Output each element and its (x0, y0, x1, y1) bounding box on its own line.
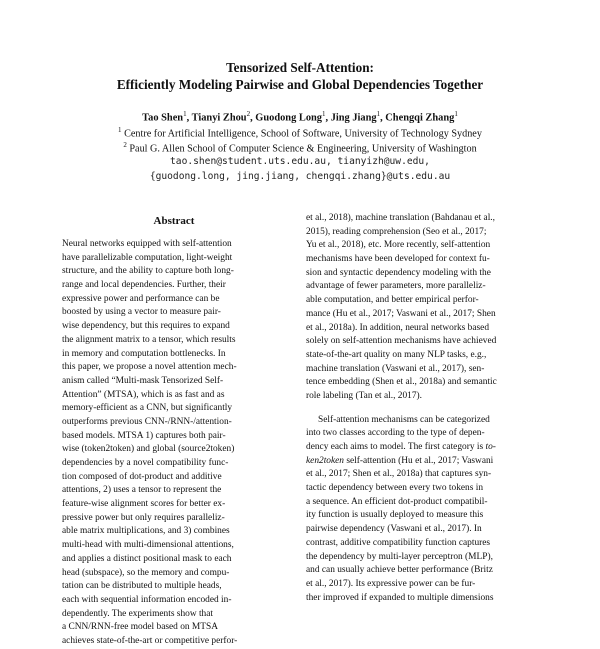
text-line (306, 455, 538, 469)
affiliation-1 (0, 126, 600, 139)
text-line: tation can be distributed to multiple heads, (62, 581, 222, 592)
text-line: wise dependency, but this requires to expand (62, 321, 230, 332)
text-line: attentions, 2) uses a tensor to represent the (62, 485, 222, 496)
paper-title-line-2: Efficiently Modeling Pairwise and Global Dependencies Together (116, 77, 484, 92)
text-line: wise (token2token) and global (source2token) (62, 444, 235, 455)
text-line: based models. MTSA 1) captures both pair- (62, 430, 226, 441)
text-line: head (subspace), so the memory and compu- (62, 567, 230, 578)
text-line: each with sequential information encoded in- (62, 594, 232, 605)
text-line: Neural networks equipped with self-attention (62, 239, 232, 249)
text-line: 2015), reading comprehension (Seo et al., 2017; (306, 226, 487, 237)
text-line: pressive power but only requires paralleliz- (62, 512, 225, 523)
author-name: Jing Jiang (330, 112, 377, 124)
text-line: into two classes according to the type of depen- (306, 428, 485, 439)
introduction-body (306, 212, 538, 605)
author-list: Tao Shen$^1$, Tianyi Zhou$^2$, Guodong Long$^1$, Jing Jiang$^1$, Chengqi Zhang$^1$ (142, 110, 458, 124)
author-name: Chengqi Zhang (385, 112, 455, 124)
affiliation-number: 2 (123, 141, 127, 149)
text-line: memory-efficient as a CNN, but significantly (62, 403, 233, 414)
text-line: achieves state-of-the-art or competitive perfor- (62, 635, 238, 646)
text-line: in memory and computation bottlenecks. In (62, 348, 226, 359)
text-fragment: self-attention (Hu et al., 2017; Vaswani (344, 455, 494, 466)
text-line: this paper, we propose a novel attention mech- (62, 362, 237, 373)
paper-title-line-1: Tensorized Self-Attention: (226, 60, 374, 75)
text-line: mechanisms have been developed for context fu- (306, 254, 490, 265)
text-line: dependently. The experiments show that (62, 608, 214, 619)
italic-term: to- (485, 442, 496, 452)
text-line: have parallelizable computation, light-weight (62, 252, 233, 263)
text-line: outperforms previous CNN-/RNN-/attention- (62, 416, 232, 427)
email-line-2: {guodong.long, jing.jiang, chengqi.zhang}@uts.edu.au (149, 171, 451, 182)
text-line: role labeling (Tan et al., 2017). (306, 390, 422, 401)
email-line-1: tao.shen@student.uts.edu.au, tianyizh@uw.edu, (170, 156, 430, 167)
author-affiliation-mark: 1 (183, 110, 187, 118)
text-line: dependencies by a novel compatibility func- (62, 458, 229, 468)
text-line: Attention” (MTSA), which is as fast and as (62, 389, 225, 400)
affiliation-text: Paul G. Allen School of Computer Science & Engineering, University of Washington (129, 143, 477, 155)
text-line: mance (Hu et al., 2017; Vaswani et al., 2017; Shen (306, 308, 496, 319)
text-line: machine translation (Vaswani et al., 2017), sen- (306, 363, 485, 374)
text-line: et al., 2018a). In addition, neural networks based (306, 322, 490, 333)
text-line: able matrix multiplications, and 3) combines (62, 526, 230, 537)
text-line: et al., 2018), machine translation (Bahdanau et al., (306, 213, 495, 223)
text-line: et al., 2017; Shen et al., 2018a) that captures syn- (306, 469, 492, 480)
text-line: structure, and the ability to capture both long- (62, 266, 234, 277)
text-line (306, 441, 538, 455)
text-line: Self-attention mechanisms can be categorized (318, 414, 490, 425)
paragraph (306, 414, 538, 606)
affiliation-text: Centre for Artificial Intelligence, School of Software, University of Technology Sydney (124, 128, 482, 140)
text-line: a CNN/RNN-free model based on MTSA (62, 622, 218, 633)
text-line: pairwise dependency (Vaswani et al., 2017). In (306, 524, 482, 535)
author-name: Tao Shen (142, 112, 184, 124)
text-line: ity function is usually deployed to measure this (306, 510, 484, 521)
text-line: boosted by using a vector to measure pair- (62, 307, 221, 318)
author-affiliation-mark: 1 (321, 110, 326, 118)
text-line: and applies a distinct positional mask to each (62, 553, 232, 564)
author-affiliation-mark: 1 (454, 110, 458, 118)
text-line: the dependency by multi-layer perceptron (MLP), (306, 551, 493, 562)
text-line: anism called “Multi-mask Tensorized Self- (62, 375, 224, 386)
text-line: and can usually achieve better performance (Britz (306, 565, 493, 576)
abstract-heading: Abstract (153, 215, 195, 227)
text-line: solely on self-attention mechanisms have achieved (306, 336, 497, 347)
text-line: tactic dependency between every two tokens in (306, 483, 484, 494)
text-line: contrast, additive compatibility function captures (306, 537, 491, 548)
text-line: tence embedding (Shen et al., 2018a) and semantic (306, 377, 497, 388)
author-name: Tianyi Zhou (191, 112, 247, 124)
author-name: Guodong Long (255, 112, 322, 124)
text-line: range and local dependencies. Further, their (62, 280, 226, 291)
text-line: tion composed of dot-product and additive (62, 471, 222, 482)
paragraph (306, 212, 538, 404)
affiliation-2 (0, 141, 600, 154)
affiliation-number: 1 (118, 126, 122, 134)
text-fragment: dency each aims to model. The first category is (306, 442, 486, 452)
text-line: multi-head with multi-dimensional attentions, (62, 540, 234, 551)
abstract-body (62, 238, 286, 649)
text-line: Yu et al., 2018), etc. More recently, self-attention (306, 240, 491, 251)
text-line: able computation, and better empirical perfor- (306, 295, 479, 306)
text-line: a sequence. An efficient dot-product compatibil- (306, 496, 488, 507)
italic-term: ken2token (306, 455, 344, 466)
text-line: advantage of fewer parameters, more paralleliz- (306, 281, 486, 292)
text-line: et al., 2017). Its expressive power can be fur- (306, 578, 476, 589)
text-line: the alignment matrix to a tensor, which results (62, 334, 236, 345)
author-affiliation-mark: 2 (246, 110, 251, 118)
text-line: state-of-the-art quality on many NLP tasks, e.g., (306, 349, 487, 360)
author-affiliation-mark: 1 (376, 110, 381, 118)
text-line: sion and syntactic dependency modeling with the (306, 267, 491, 278)
text-line: feature-wise alignment scores for better ex- (62, 499, 226, 510)
text-line: ther improved if expanded to multiple dimensions (306, 592, 494, 603)
text-line: expressive power and performance can be (62, 293, 220, 304)
